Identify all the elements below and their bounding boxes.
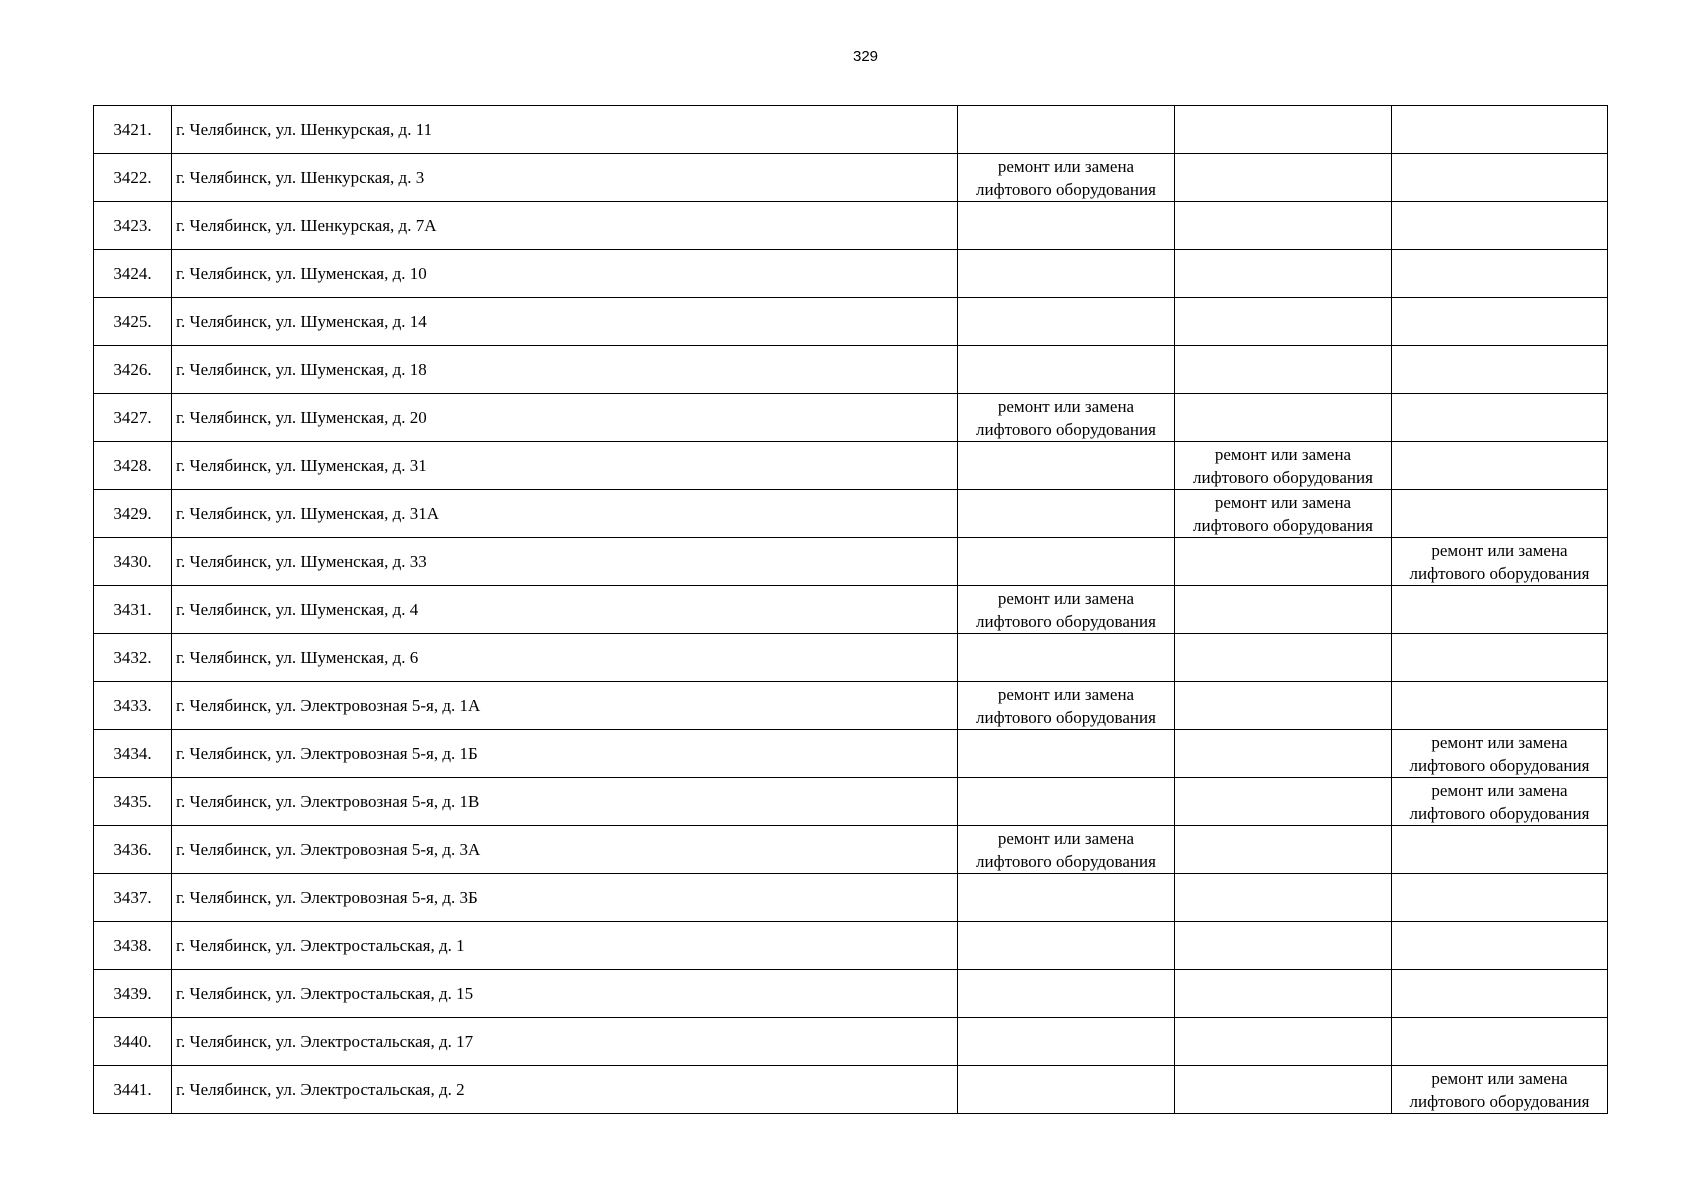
work-period-1-cell xyxy=(958,106,1175,154)
table-row xyxy=(94,970,1608,1018)
work-period-3-cell xyxy=(1392,1018,1608,1066)
row-number: 3440. xyxy=(94,1018,172,1066)
work-type-text: лифтового оборудования xyxy=(1409,755,1590,775)
work-period-1-cell xyxy=(958,442,1175,490)
work-type-text: лифтового оборудования xyxy=(1193,515,1373,535)
work-period-2-cell xyxy=(1175,586,1392,634)
work-type-text: ремонт или замена xyxy=(997,396,1135,416)
table-row xyxy=(94,682,1608,730)
work-period-1-cell xyxy=(958,490,1175,538)
address-cell: г. Челябинск, ул. Шуменская, д. 10 xyxy=(172,250,958,298)
work-period-1-cell xyxy=(958,826,1175,874)
work-type-text: лифтового оборудования xyxy=(976,707,1156,727)
table-row xyxy=(94,730,1608,778)
row-number: 3428. xyxy=(94,442,172,490)
address-cell: г. Челябинск, ул. Электровозная 5-я, д. 3Б xyxy=(172,874,958,922)
work-type-text: лифтового оборудования xyxy=(1409,803,1590,823)
work-period-1-cell xyxy=(958,1066,1175,1114)
work-period-2-cell xyxy=(1175,298,1392,346)
address-cell: г. Челябинск, ул. Шуменская, д. 6 xyxy=(172,634,958,682)
address-cell: г. Челябинск, ул. Электростальская, д. 17 xyxy=(172,1018,958,1066)
row-number: 3427. xyxy=(94,394,172,442)
address-cell: г. Челябинск, ул. Шенкурская, д. 3 xyxy=(172,154,958,202)
work-period-1-cell xyxy=(958,874,1175,922)
work-period-2-cell xyxy=(1175,730,1392,778)
work-period-2-cell xyxy=(1175,970,1392,1018)
work-period-3-cell xyxy=(1392,1066,1608,1114)
work-period-1-cell xyxy=(958,346,1175,394)
work-period-1-cell xyxy=(958,250,1175,298)
row-number: 3425. xyxy=(94,298,172,346)
table-row xyxy=(94,1066,1608,1114)
row-number: 3430. xyxy=(94,538,172,586)
address-cell: г. Челябинск, ул. Электровозная 5-я, д. 1В xyxy=(172,778,958,826)
address-cell: г. Челябинск, ул. Электростальская, д. 2 xyxy=(172,1066,958,1114)
work-type-text: лифтового оборудования xyxy=(976,179,1156,199)
page-number: 329 xyxy=(852,48,879,65)
row-number: 3435. xyxy=(94,778,172,826)
address-cell: г. Челябинск, ул. Шенкурская, д. 7А xyxy=(172,202,958,250)
work-period-1-cell xyxy=(958,586,1175,634)
work-period-2-cell xyxy=(1175,778,1392,826)
work-period-3-cell xyxy=(1392,298,1608,346)
work-period-2-cell xyxy=(1175,250,1392,298)
table-row xyxy=(94,778,1608,826)
work-period-2-cell xyxy=(1175,202,1392,250)
row-number: 3441. xyxy=(94,1066,172,1114)
work-type-text: ремонт или замена xyxy=(1431,780,1568,800)
work-period-1-cell xyxy=(958,154,1175,202)
address-cell: г. Челябинск, ул. Электровозная 5-я, д. 1Б xyxy=(172,730,958,778)
address-cell: г. Челябинск, ул. Шуменская, д. 31 xyxy=(172,442,958,490)
work-period-3-cell xyxy=(1392,874,1608,922)
work-period-2-cell xyxy=(1175,874,1392,922)
work-period-2-cell xyxy=(1175,1018,1392,1066)
work-type-text: ремонт или замена xyxy=(997,156,1135,176)
work-period-2-cell xyxy=(1175,826,1392,874)
table-row xyxy=(94,586,1608,634)
work-period-2-cell xyxy=(1175,1066,1392,1114)
work-period-3-cell xyxy=(1392,730,1608,778)
table-row xyxy=(94,106,1608,154)
address-cell: г. Челябинск, ул. Шуменская, д. 31А xyxy=(172,490,958,538)
work-type-text: ремонт или замена xyxy=(1431,732,1568,752)
row-number: 3433. xyxy=(94,682,172,730)
work-period-2-cell xyxy=(1175,634,1392,682)
work-type-text: ремонт или замена xyxy=(997,684,1135,704)
address-cell: г. Челябинск, ул. Электростальская, д. 1 xyxy=(172,922,958,970)
row-number: 3426. xyxy=(94,346,172,394)
table-row xyxy=(94,298,1608,346)
table-row xyxy=(94,826,1608,874)
work-period-3-cell xyxy=(1392,922,1608,970)
work-period-3-cell xyxy=(1392,682,1608,730)
work-period-1-cell xyxy=(958,970,1175,1018)
work-period-3-cell xyxy=(1392,586,1608,634)
work-period-1-cell xyxy=(958,202,1175,250)
work-period-2-cell xyxy=(1175,922,1392,970)
work-type-text: лифтового оборудования xyxy=(976,611,1156,631)
work-type-text: ремонт или замена xyxy=(1214,492,1352,512)
row-number: 3424. xyxy=(94,250,172,298)
row-number: 3429. xyxy=(94,490,172,538)
work-period-2-cell xyxy=(1175,538,1392,586)
work-type-text: ремонт или замена xyxy=(1214,444,1352,464)
row-number: 3423. xyxy=(94,202,172,250)
work-period-2-cell xyxy=(1175,442,1392,490)
row-number: 3436. xyxy=(94,826,172,874)
work-period-1-cell xyxy=(958,1018,1175,1066)
work-period-2-cell xyxy=(1175,154,1392,202)
table-row xyxy=(94,538,1608,586)
row-number: 3432. xyxy=(94,634,172,682)
work-period-2-cell xyxy=(1175,394,1392,442)
row-number: 3437. xyxy=(94,874,172,922)
table-row xyxy=(94,250,1608,298)
registry-body xyxy=(94,106,1608,1114)
work-period-3-cell xyxy=(1392,490,1608,538)
row-number: 3438. xyxy=(94,922,172,970)
row-number: 3439. xyxy=(94,970,172,1018)
work-period-3-cell xyxy=(1392,154,1608,202)
work-period-3-cell xyxy=(1392,202,1608,250)
address-cell: г. Челябинск, ул. Шуменская, д. 4 xyxy=(172,586,958,634)
address-cell: г. Челябинск, ул. Шенкурская, д. 11 xyxy=(172,106,958,154)
address-cell: г. Челябинск, ул. Электростальская, д. 15 xyxy=(172,970,958,1018)
work-type-text: ремонт или замена xyxy=(997,828,1135,848)
work-period-3-cell xyxy=(1392,442,1608,490)
work-type-text: лифтового оборудования xyxy=(1409,563,1590,583)
work-period-3-cell xyxy=(1392,394,1608,442)
work-type-text: лифтового оборудования xyxy=(976,419,1156,439)
work-type-text: лифтового оборудования xyxy=(976,851,1156,871)
row-number: 3422. xyxy=(94,154,172,202)
work-period-2-cell xyxy=(1175,490,1392,538)
work-period-1-cell xyxy=(958,634,1175,682)
work-period-3-cell xyxy=(1392,106,1608,154)
address-cell: г. Челябинск, ул. Шуменская, д. 18 xyxy=(172,346,958,394)
work-period-3-cell xyxy=(1392,346,1608,394)
work-period-3-cell xyxy=(1392,970,1608,1018)
work-period-1-cell xyxy=(958,394,1175,442)
table-row xyxy=(94,634,1608,682)
work-period-3-cell xyxy=(1392,826,1608,874)
work-type-text: ремонт или замена xyxy=(997,588,1135,608)
table-row xyxy=(94,346,1608,394)
work-period-3-cell xyxy=(1392,538,1608,586)
table-row xyxy=(94,202,1608,250)
work-type-text: лифтового оборудования xyxy=(1409,1091,1590,1111)
work-period-3-cell xyxy=(1392,250,1608,298)
work-period-3-cell xyxy=(1392,778,1608,826)
work-period-1-cell xyxy=(958,730,1175,778)
table-row xyxy=(94,490,1608,538)
work-type-text: лифтового оборудования xyxy=(1193,467,1373,487)
work-period-1-cell xyxy=(958,298,1175,346)
address-cell: г. Челябинск, ул. Электровозная 5-я, д. 3А xyxy=(172,826,958,874)
table-row xyxy=(94,922,1608,970)
work-period-2-cell xyxy=(1175,682,1392,730)
address-cell: г. Челябинск, ул. Электровозная 5-я, д. 1А xyxy=(172,682,958,730)
table-row xyxy=(94,394,1608,442)
work-period-2-cell xyxy=(1175,346,1392,394)
work-period-1-cell xyxy=(958,538,1175,586)
table-row xyxy=(94,442,1608,490)
housing-registry-table xyxy=(93,105,1608,1114)
table-row xyxy=(94,874,1608,922)
address-cell: г. Челябинск, ул. Шуменская, д. 14 xyxy=(172,298,958,346)
work-type-text: ремонт или замена xyxy=(1431,540,1568,560)
table-row xyxy=(94,154,1608,202)
work-period-1-cell xyxy=(958,922,1175,970)
row-number: 3434. xyxy=(94,730,172,778)
address-cell: г. Челябинск, ул. Шуменская, д. 20 xyxy=(172,394,958,442)
row-number: 3431. xyxy=(94,586,172,634)
row-number: 3421. xyxy=(94,106,172,154)
table-row xyxy=(94,1018,1608,1066)
work-period-1-cell xyxy=(958,778,1175,826)
work-period-1-cell xyxy=(958,682,1175,730)
address-cell: г. Челябинск, ул. Шуменская, д. 33 xyxy=(172,538,958,586)
work-type-text: ремонт или замена xyxy=(1431,1068,1568,1088)
work-period-3-cell xyxy=(1392,634,1608,682)
work-period-2-cell xyxy=(1175,106,1392,154)
